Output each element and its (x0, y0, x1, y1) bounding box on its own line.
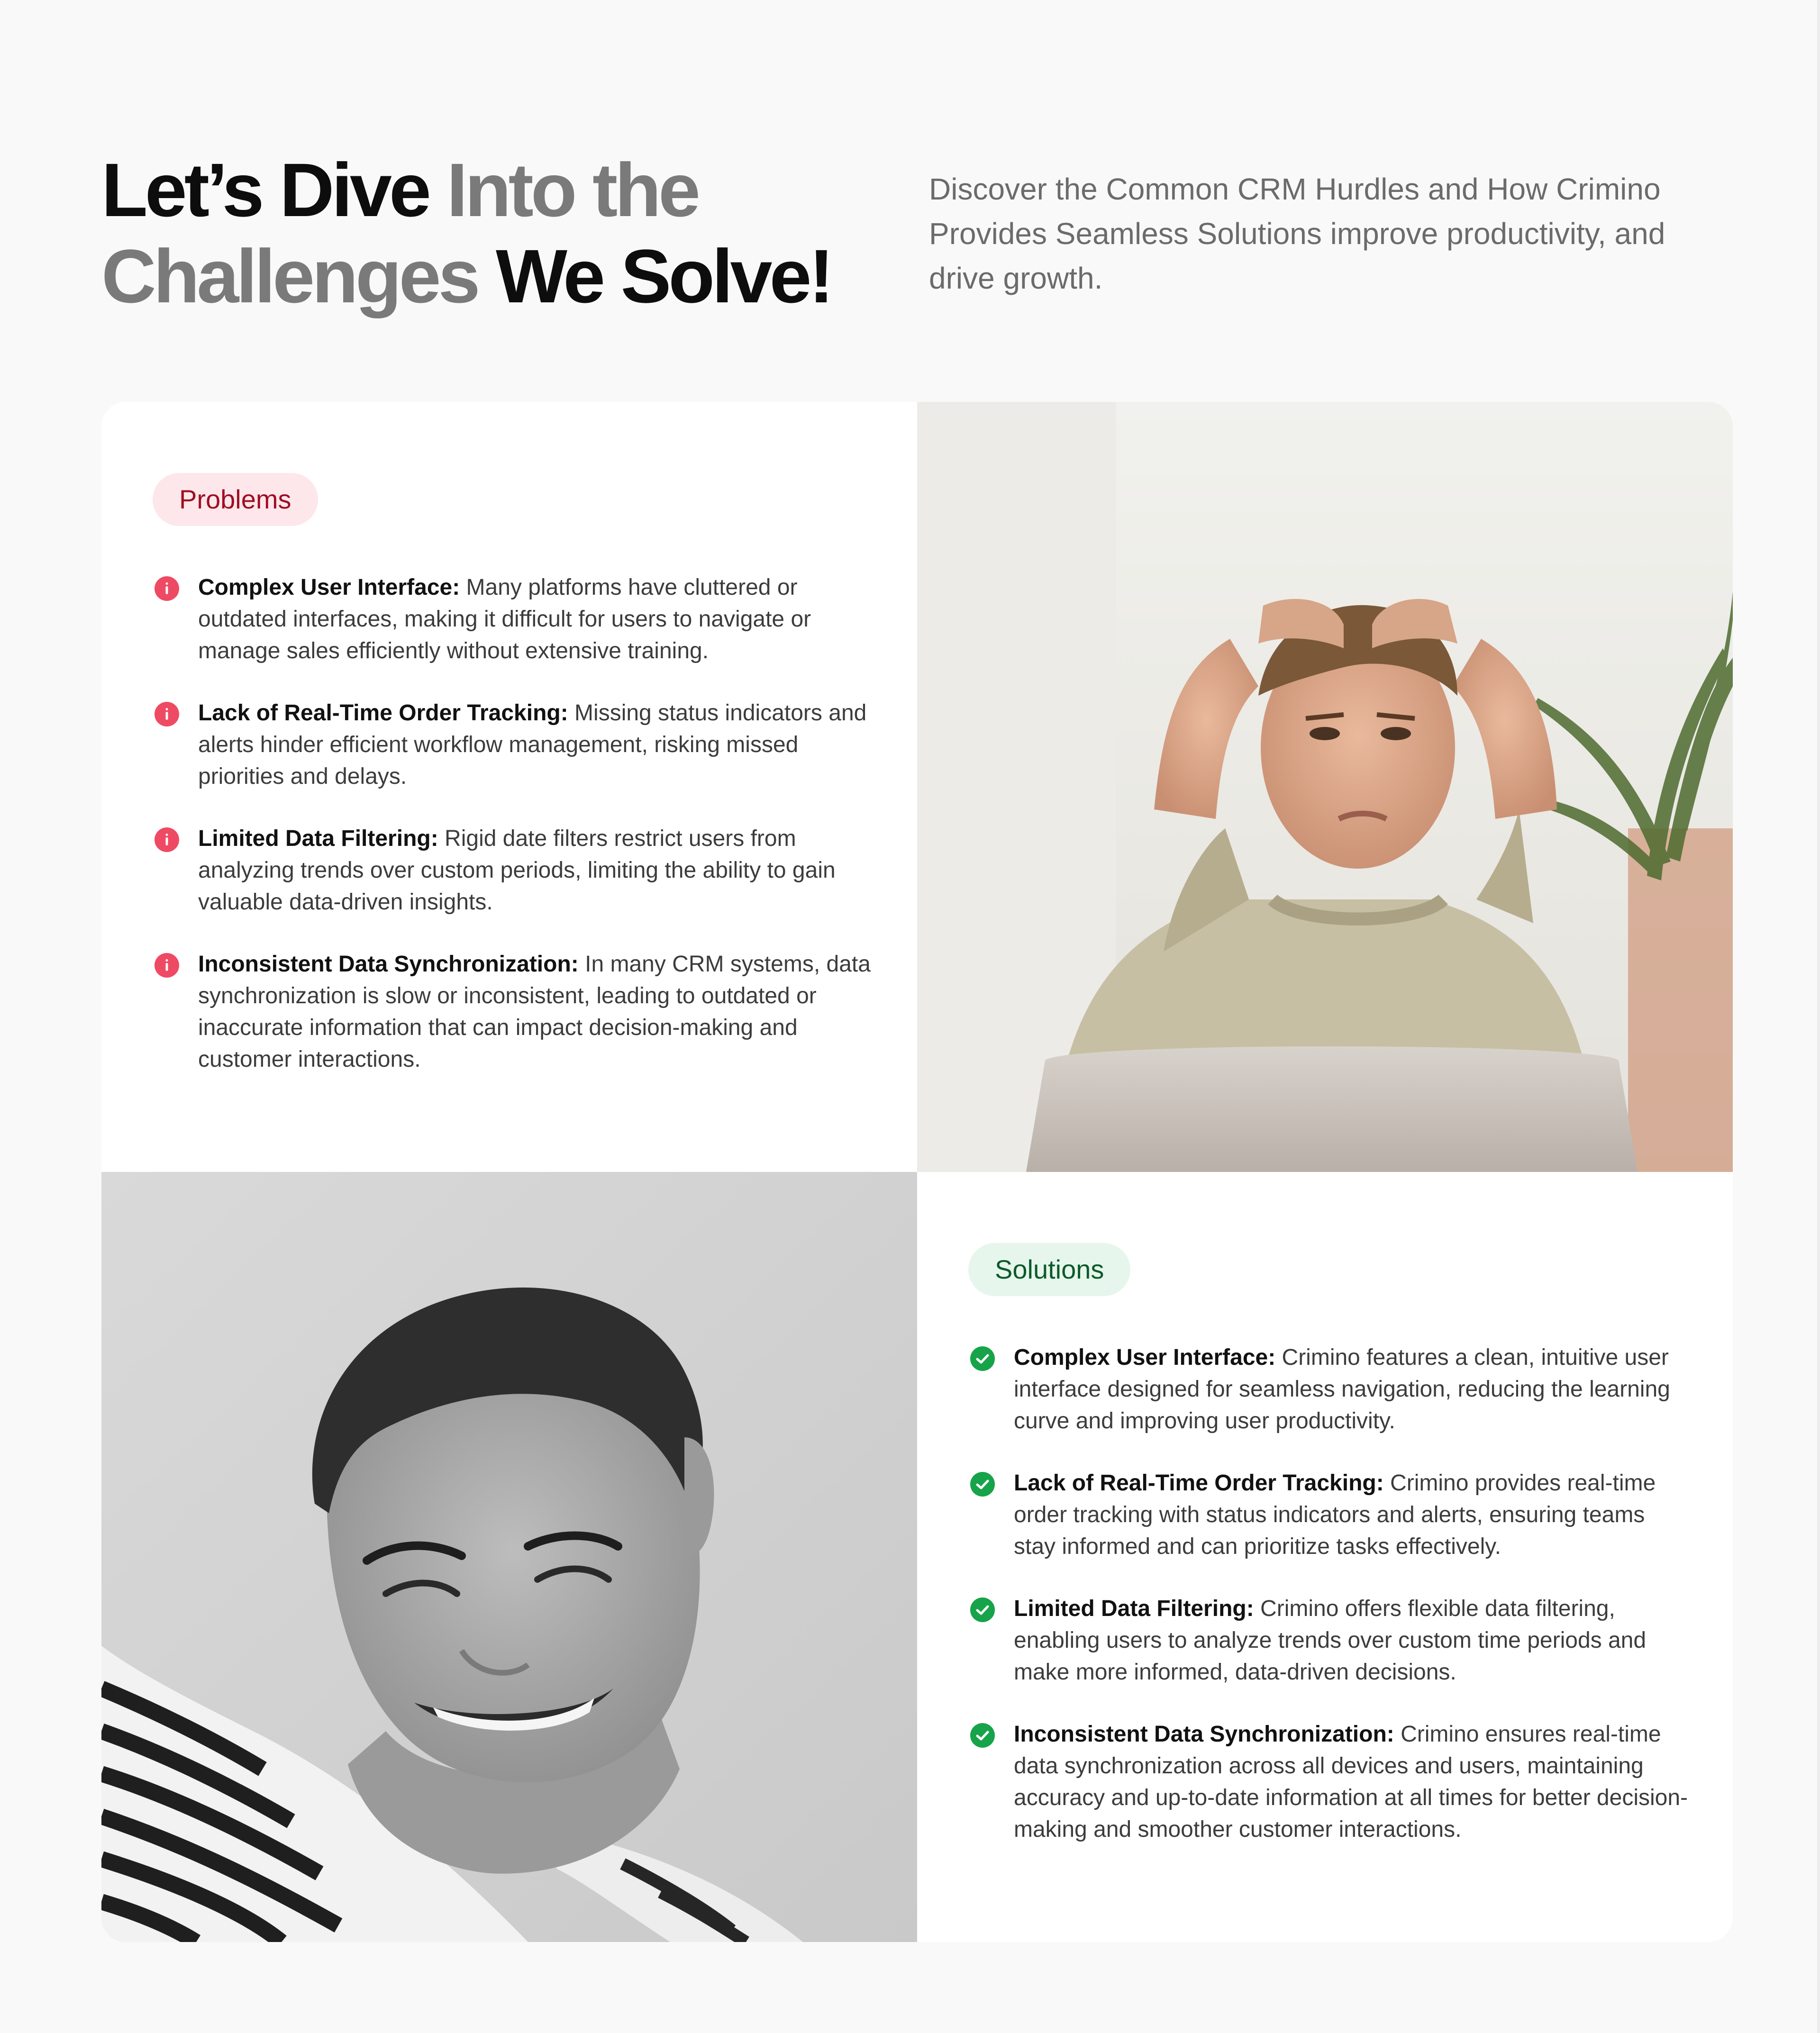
solution-item-title: Inconsistent Data Synchronization: (1014, 1722, 1394, 1747)
solution-item-text: Crimino provides real-time order tracking with status indicators and alerts, ensuring teams stay informed and can prioritize tasks effectively. (1014, 1470, 1656, 1559)
problems-list (153, 572, 873, 1106)
solution-item-title: Limited Data Filtering: (1014, 1596, 1254, 1621)
problem-item-text: Rigid date filters restrict users from analyzing trends over custom periods, limiting the ability to gain valuable data-driven insights. (198, 826, 836, 915)
smiling-teen-photo (101, 1172, 917, 1942)
problems-panel (101, 402, 917, 1172)
section-title (101, 147, 860, 319)
solution-item (968, 1467, 1689, 1562)
problem-item (153, 823, 873, 918)
solution-item (968, 1718, 1689, 1845)
page-edge-divider (1817, 0, 1820, 2033)
title-part-1: Let’s Dive (101, 147, 428, 232)
check-circle-icon (970, 1723, 995, 1748)
problem-item-title: Inconsistent Data Synchronization: (198, 952, 579, 977)
info-alert-icon (155, 953, 179, 978)
challenges-card (101, 402, 1733, 1942)
solution-item (968, 1342, 1689, 1437)
info-alert-icon (155, 827, 179, 852)
solutions-panel (917, 1172, 1733, 1942)
problem-item (153, 697, 873, 792)
solutions-badge: Solutions (968, 1243, 1130, 1296)
problem-item-text: Missing status indicators and alerts hinder efficient workflow management, risking missed priorities and delays. (198, 700, 867, 789)
title-part-2: Into the (428, 147, 698, 232)
check-circle-icon (970, 1597, 995, 1622)
info-alert-icon (155, 702, 179, 726)
problems-badge: Problems (153, 473, 318, 526)
check-circle-icon (970, 1346, 995, 1371)
solutions-list (968, 1342, 1689, 1876)
problem-item-title: Complex User Interface: (198, 575, 460, 600)
problem-item-title: Lack of Real-Time Order Tracking: (198, 700, 568, 726)
solution-item-text: Crimino features a clean, intuitive user interface designed for seamless navigation, reducing the learning curve and improving user productivity. (1014, 1345, 1670, 1434)
solution-item (968, 1593, 1689, 1688)
info-alert-icon (155, 576, 179, 601)
problem-item-text: Many platforms have cluttered or outdated interfaces, making it difficult for users to navigate or manage sales efficiently without extensive training. (198, 575, 811, 663)
problem-item (153, 572, 873, 667)
solution-item-text: Crimino ensures real-time data synchronization across all devices and users, maintaining accuracy and up-to-date information at all times for better decision-making and smoother customer interactions. (1014, 1722, 1688, 1842)
solution-item-title: Lack of Real-Time Order Tracking: (1014, 1470, 1384, 1496)
title-part-3: Challenges (101, 234, 478, 318)
stressed-teen-photo (917, 402, 1733, 1172)
check-circle-icon (970, 1472, 995, 1497)
problem-item (153, 948, 873, 1075)
problem-item-text: In many CRM systems, data synchronization is slow or inconsistent, leading to outdated or inaccurate information that can impact decision-making and customer interactions. (198, 952, 871, 1072)
section-subtitle: Discover the Common CRM Hurdles and How Crimino Provides Seamless Solutions improve productivity, and drive growth. (929, 172, 1665, 295)
title-part-4: We Solve! (477, 234, 831, 318)
problem-item-title: Limited Data Filtering: (198, 826, 438, 851)
solution-item-title: Complex User Interface: (1014, 1345, 1276, 1370)
solution-item-text: Crimino offers flexible data filtering, enabling users to analyze trends over custom time periods and make more informed, data-driven decisions. (1014, 1596, 1647, 1685)
